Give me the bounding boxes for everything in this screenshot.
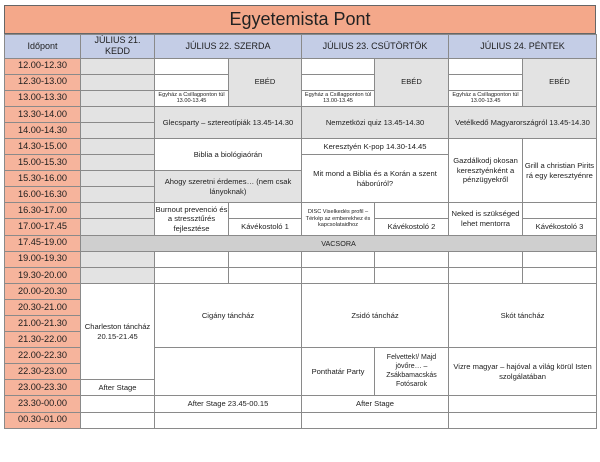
empty-cell <box>302 58 375 74</box>
empty-cell <box>229 203 302 219</box>
table-row <box>5 396 597 412</box>
empty-cell <box>449 267 523 283</box>
time-cell: 20.30-21.00 <box>5 299 81 315</box>
event-after-stage-tue: After Stage <box>81 380 155 396</box>
empty-cell <box>81 58 155 74</box>
time-cell: 12.30-13.00 <box>5 74 81 90</box>
empty-cell <box>155 348 302 396</box>
event-burnout: Burnout prevenció és a stressztűrés fejlesztése <box>155 203 229 235</box>
time-cell: 12.00-12.30 <box>5 58 81 74</box>
time-cell: 22.00-22.30 <box>5 348 81 364</box>
empty-cell <box>155 412 302 428</box>
time-cell: 14.30-15.00 <box>5 138 81 154</box>
empty-cell <box>81 122 155 138</box>
event-mentor: Neked is szükséged lehet mentorra <box>449 203 523 235</box>
event-skot-tanchaz: Skót táncház <box>449 283 597 347</box>
time-cell: 19.00-19.30 <box>5 251 81 267</box>
empty-cell <box>375 267 449 283</box>
time-cell: 22.30-23.00 <box>5 364 81 380</box>
empty-cell <box>81 74 155 90</box>
table-row <box>5 235 597 251</box>
event-ebed-thu: EBÉD <box>375 58 449 106</box>
event-glecsparty: Glecsparty – sztereotípiák 13.45-14.30 <box>155 106 302 138</box>
table-row <box>5 203 597 219</box>
event-grill: Grill a christian Pirits rá egy keresztyénre <box>523 138 597 202</box>
event-ebed-fri: EBÉD <box>523 58 597 106</box>
empty-cell <box>375 203 449 219</box>
event-vetelkedo: Vetélkedő Magyarországról 13.45-14.30 <box>449 106 597 138</box>
empty-cell <box>81 412 155 428</box>
empty-cell <box>302 74 375 90</box>
event-ahogy-szeretni: Ahogy szeretni érdemes… (nem csak lányoknak) <box>155 171 302 203</box>
empty-cell <box>81 155 155 171</box>
table-row <box>5 283 597 299</box>
empty-cell <box>302 412 449 428</box>
event-nemzetkozi-quiz: Nemzetközi quiz 13.45-14.30 <box>302 106 449 138</box>
empty-cell <box>229 267 302 283</box>
event-charleston: Charleston táncház 20.15-21.45 <box>81 283 155 380</box>
time-cell: 23.00-23.30 <box>5 380 81 396</box>
table-row <box>5 58 597 74</box>
empty-cell <box>155 74 229 90</box>
empty-cell <box>449 74 523 90</box>
event-kavekostolo-3: Kávékostoló 3 <box>523 219 597 235</box>
time-cell: 17.00-17.45 <box>5 219 81 235</box>
event-egyhaz-thu: Egyház a Csillagponton túl 13.00-13.45 <box>302 90 375 106</box>
page-title: Egyetemista Pont <box>4 5 596 34</box>
event-ponthatar-party: Ponthatár Party <box>302 348 375 396</box>
event-kavekostolo-1: Kávékostoló 1 <box>229 219 302 235</box>
empty-cell <box>449 412 597 428</box>
event-mit-mond-a-biblia: Mit mond a Biblia és a Korán a szent háborúról? <box>302 155 449 203</box>
schedule <box>4 5 596 429</box>
empty-cell <box>302 267 375 283</box>
header-day-2: JÚLIUS 22. SZERDA <box>155 35 302 59</box>
event-after-stage-wed: After Stage 23.45-00.15 <box>155 396 302 412</box>
empty-cell <box>81 219 155 235</box>
empty-cell <box>449 58 523 74</box>
event-cigany-tanchaz: Cigány táncház <box>155 283 302 347</box>
table-row <box>5 251 597 267</box>
empty-cell <box>155 267 229 283</box>
table-row <box>5 267 597 283</box>
schedule-table <box>4 34 597 429</box>
time-cell: 16.00-16.30 <box>5 187 81 203</box>
empty-cell <box>523 267 597 283</box>
header-time: Időpont <box>5 35 81 59</box>
empty-cell <box>81 106 155 122</box>
empty-cell <box>229 251 302 267</box>
header-row <box>5 35 597 59</box>
empty-cell <box>523 203 597 219</box>
empty-cell <box>523 251 597 267</box>
header-day-1: JÚLIUS 21. KEDD <box>81 35 155 59</box>
event-vizre-magyar: Vizre magyar – hajóval a világ körül Isten szolgálatában <box>449 348 597 396</box>
event-after-stage-thu: After Stage <box>302 396 449 412</box>
empty-cell <box>81 187 155 203</box>
time-cell: 21.30-22.00 <box>5 332 81 348</box>
table-row <box>5 138 597 154</box>
empty-cell <box>81 90 155 106</box>
table-row <box>5 106 597 122</box>
event-gazdalkodj: Gazdálkodj okosan keresztyénként a pénzügyekről <box>449 138 523 202</box>
event-vacsora: VACSORA <box>81 235 597 251</box>
time-cell: 16.30-17.00 <box>5 203 81 219</box>
time-cell: 21.00-21.30 <box>5 316 81 332</box>
empty-cell <box>302 251 375 267</box>
table-row <box>5 412 597 428</box>
event-egyhaz-fri: Egyház a Csillagponton túl 13.00-13.45 <box>449 90 523 106</box>
time-cell: 13.30-14.00 <box>5 106 81 122</box>
time-cell: 20.00-20.30 <box>5 283 81 299</box>
event-ebed-wed: EBÉD <box>229 58 302 106</box>
time-cell: 19.30-20.00 <box>5 267 81 283</box>
time-cell: 00.30-01.00 <box>5 412 81 428</box>
event-egyhaz-wed: Egyház a Csillagponton túl 13.00-13.45 <box>155 90 229 106</box>
event-fotosarok: Felvettek!/ Majd jövőre… – Zsákbamacskás Fotósarok <box>375 348 449 396</box>
event-zsido-tanchaz: Zsidó táncház <box>302 283 449 347</box>
header-day-3: JÚLIUS 23. CSÜTÖRTÖK <box>302 35 449 59</box>
empty-cell <box>155 251 229 267</box>
empty-cell <box>375 251 449 267</box>
event-biblia-biologia: Biblia a biológiaórán <box>155 138 302 170</box>
empty-cell <box>449 251 523 267</box>
empty-cell <box>81 203 155 219</box>
time-cell: 17.45-19.00 <box>5 235 81 251</box>
time-cell: 15.00-15.30 <box>5 155 81 171</box>
empty-cell <box>81 267 155 283</box>
header-day-4: JÚLIUS 24. PÉNTEK <box>449 35 597 59</box>
time-cell: 13.00-13.30 <box>5 90 81 106</box>
event-keresztyen-kpop: Keresztyén K-pop 14.30-14.45 <box>302 138 449 154</box>
empty-cell <box>155 58 229 74</box>
empty-cell <box>81 171 155 187</box>
empty-cell <box>81 396 155 412</box>
empty-cell <box>449 396 597 412</box>
empty-cell <box>81 138 155 154</box>
time-cell: 14.00-14.30 <box>5 122 81 138</box>
empty-cell <box>81 251 155 267</box>
event-kavekostolo-2: Kávékostoló 2 <box>375 219 449 235</box>
time-cell: 23.30-00.00 <box>5 396 81 412</box>
time-cell: 15.30-16.00 <box>5 171 81 187</box>
event-disc: DISC Viselkedés profil – Térkép az emberekhez és kapcsolataidhoz <box>302 203 375 235</box>
